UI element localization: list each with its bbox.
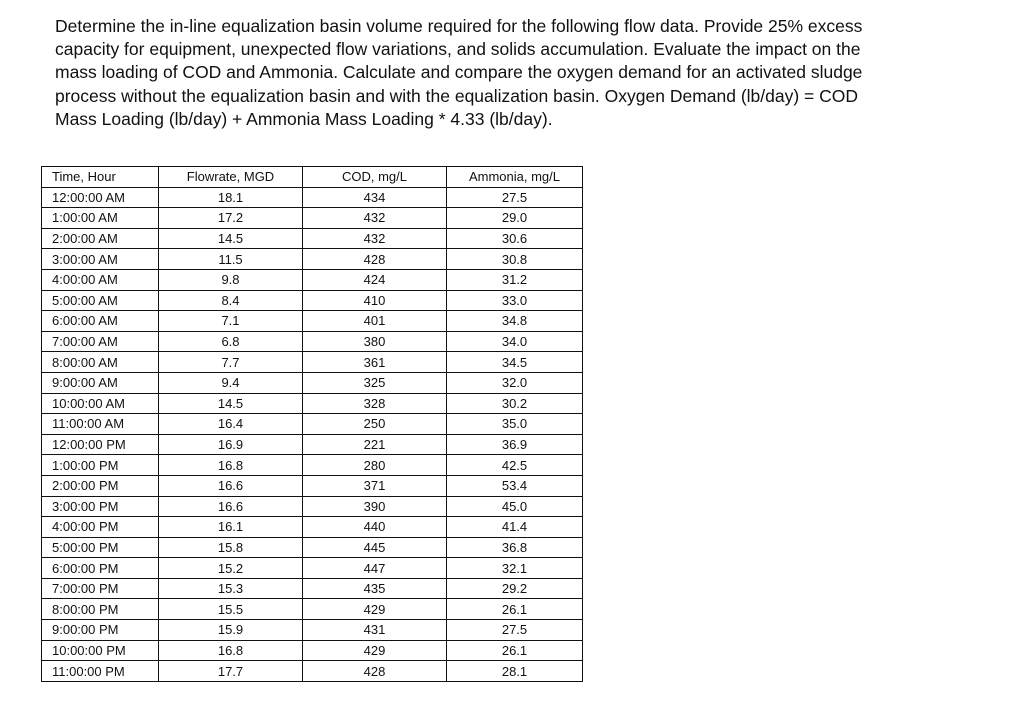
time-cell: 10:00:00 AM (42, 393, 159, 414)
flowrate-cell: 15.2 (159, 558, 303, 579)
time-cell: 9:00:00 AM (42, 372, 159, 393)
table-row (42, 311, 583, 332)
time-cell: 10:00:00 PM (42, 640, 159, 661)
ammonia-cell: 53.4 (447, 475, 583, 496)
ammonia-cell: 32.0 (447, 372, 583, 393)
flowrate-cell: 9.4 (159, 372, 303, 393)
table-row (42, 475, 583, 496)
table-row (42, 187, 583, 208)
ammonia-cell: 34.0 (447, 331, 583, 352)
ammonia-cell: 30.6 (447, 228, 583, 249)
ammonia-cell: 28.1 (447, 661, 583, 682)
table-row (42, 352, 583, 373)
ammonia-cell: 26.1 (447, 599, 583, 620)
time-cell: 1:00:00 AM (42, 208, 159, 229)
table-row (42, 455, 583, 476)
table-row (42, 517, 583, 538)
flowrate-cell: 16.8 (159, 455, 303, 476)
cod-cell: 431 (303, 620, 447, 641)
flowrate-cell: 17.7 (159, 661, 303, 682)
flowrate-cell: 15.3 (159, 578, 303, 599)
table-row (42, 393, 583, 414)
flowrate-cell: 6.8 (159, 331, 303, 352)
flowrate-cell: 18.1 (159, 187, 303, 208)
cod-cell: 445 (303, 537, 447, 558)
flowrate-cell: 17.2 (159, 208, 303, 229)
problem-line: capacity for equipment, unexpected flow variations, and solids accumulation. Evaluate the impact on the (55, 39, 861, 60)
flowrate-cell: 8.4 (159, 290, 303, 311)
flowrate-cell: 16.1 (159, 517, 303, 538)
time-cell: 8:00:00 AM (42, 352, 159, 373)
table-row (42, 496, 583, 517)
time-cell: 12:00:00 PM (42, 434, 159, 455)
flowrate-cell: 7.1 (159, 311, 303, 332)
time-cell: 3:00:00 PM (42, 496, 159, 517)
table-row (42, 208, 583, 229)
time-cell: 2:00:00 PM (42, 475, 159, 496)
ammonia-cell: 30.2 (447, 393, 583, 414)
cod-cell: 390 (303, 496, 447, 517)
ammonia-cell: 34.8 (447, 311, 583, 332)
time-cell: 11:00:00 PM (42, 661, 159, 682)
table-row (42, 620, 583, 641)
table-row (42, 558, 583, 579)
table-row (42, 228, 583, 249)
cod-cell: 432 (303, 228, 447, 249)
table-row (42, 434, 583, 455)
flowrate-cell: 16.9 (159, 434, 303, 455)
time-cell: 8:00:00 PM (42, 599, 159, 620)
cod-cell: 361 (303, 352, 447, 373)
ammonia-cell: 36.9 (447, 434, 583, 455)
ammonia-cell: 27.5 (447, 187, 583, 208)
cod-cell: 432 (303, 208, 447, 229)
cod-cell: 250 (303, 414, 447, 435)
cod-cell: 429 (303, 599, 447, 620)
ammonia-cell: 29.2 (447, 578, 583, 599)
problem-line: mass loading of COD and Ammonia. Calculate and compare the oxygen demand for an activated sludge (55, 62, 863, 83)
table-row (42, 578, 583, 599)
ammonia-cell: 26.1 (447, 640, 583, 661)
cod-cell: 280 (303, 455, 447, 476)
cod-cell: 440 (303, 517, 447, 538)
table-row (42, 249, 583, 270)
table-row (42, 372, 583, 393)
cod-cell: 447 (303, 558, 447, 579)
flowrate-cell: 16.8 (159, 640, 303, 661)
time-cell: 7:00:00 AM (42, 331, 159, 352)
header-time: Time, Hour (42, 167, 159, 188)
ammonia-cell: 42.5 (447, 455, 583, 476)
problem-line: process without the equalization basin and with the equalization basin. Oxygen Demand (lb/day) = COD (55, 85, 859, 106)
time-cell: 2:00:00 AM (42, 228, 159, 249)
ammonia-cell: 32.1 (447, 558, 583, 579)
cod-cell: 428 (303, 249, 447, 270)
cod-cell: 328 (303, 393, 447, 414)
table-row (42, 331, 583, 352)
time-cell: 5:00:00 AM (42, 290, 159, 311)
ammonia-cell: 41.4 (447, 517, 583, 538)
time-cell: 7:00:00 PM (42, 578, 159, 599)
table-row (42, 269, 583, 290)
cod-cell: 380 (303, 331, 447, 352)
cod-cell: 221 (303, 434, 447, 455)
cod-cell: 428 (303, 661, 447, 682)
header-flowrate: Flowrate, MGD (159, 167, 303, 188)
flowrate-cell: 15.9 (159, 620, 303, 641)
time-cell: 6:00:00 AM (42, 311, 159, 332)
time-cell: 9:00:00 PM (42, 620, 159, 641)
flowrate-cell: 16.4 (159, 414, 303, 435)
table-row (42, 640, 583, 661)
time-cell: 3:00:00 AM (42, 249, 159, 270)
ammonia-cell: 27.5 (447, 620, 583, 641)
problem-line: Mass Loading (lb/day) + Ammonia Mass Loading * 4.33 (lb/day). (55, 108, 553, 129)
flowrate-cell: 16.6 (159, 475, 303, 496)
ammonia-cell: 35.0 (447, 414, 583, 435)
problem-statement (55, 15, 1015, 131)
flowrate-cell: 14.5 (159, 228, 303, 249)
time-cell: 6:00:00 PM (42, 558, 159, 579)
table-header-row (42, 167, 583, 188)
flowrate-cell: 15.5 (159, 599, 303, 620)
time-cell: 4:00:00 PM (42, 517, 159, 538)
cod-cell: 410 (303, 290, 447, 311)
time-cell: 12:00:00 AM (42, 187, 159, 208)
table-row (42, 414, 583, 435)
flowrate-cell: 14.5 (159, 393, 303, 414)
flowrate-cell: 15.8 (159, 537, 303, 558)
flowrate-cell: 7.7 (159, 352, 303, 373)
cod-cell: 429 (303, 640, 447, 661)
ammonia-cell: 31.2 (447, 269, 583, 290)
time-cell: 1:00:00 PM (42, 455, 159, 476)
flowrate-cell: 9.8 (159, 269, 303, 290)
problem-line: Determine the in-line equalization basin volume required for the following flow data. Provide 25% excess (55, 16, 863, 36)
cod-cell: 424 (303, 269, 447, 290)
flowrate-cell: 11.5 (159, 249, 303, 270)
cod-cell: 434 (303, 187, 447, 208)
ammonia-cell: 45.0 (447, 496, 583, 517)
cod-cell: 401 (303, 311, 447, 332)
flowrate-cell: 16.6 (159, 496, 303, 517)
ammonia-cell: 36.8 (447, 537, 583, 558)
cod-cell: 371 (303, 475, 447, 496)
ammonia-cell: 34.5 (447, 352, 583, 373)
header-cod: COD, mg/L (303, 167, 447, 188)
table-row (42, 661, 583, 682)
time-cell: 4:00:00 AM (42, 269, 159, 290)
header-ammonia: Ammonia, mg/L (447, 167, 583, 188)
cod-cell: 435 (303, 578, 447, 599)
cod-cell: 325 (303, 372, 447, 393)
time-cell: 11:00:00 AM (42, 414, 159, 435)
table-row (42, 537, 583, 558)
ammonia-cell: 30.8 (447, 249, 583, 270)
flow-data-table (41, 166, 583, 682)
table-row (42, 599, 583, 620)
ammonia-cell: 33.0 (447, 290, 583, 311)
time-cell: 5:00:00 PM (42, 537, 159, 558)
table-row (42, 290, 583, 311)
ammonia-cell: 29.0 (447, 208, 583, 229)
